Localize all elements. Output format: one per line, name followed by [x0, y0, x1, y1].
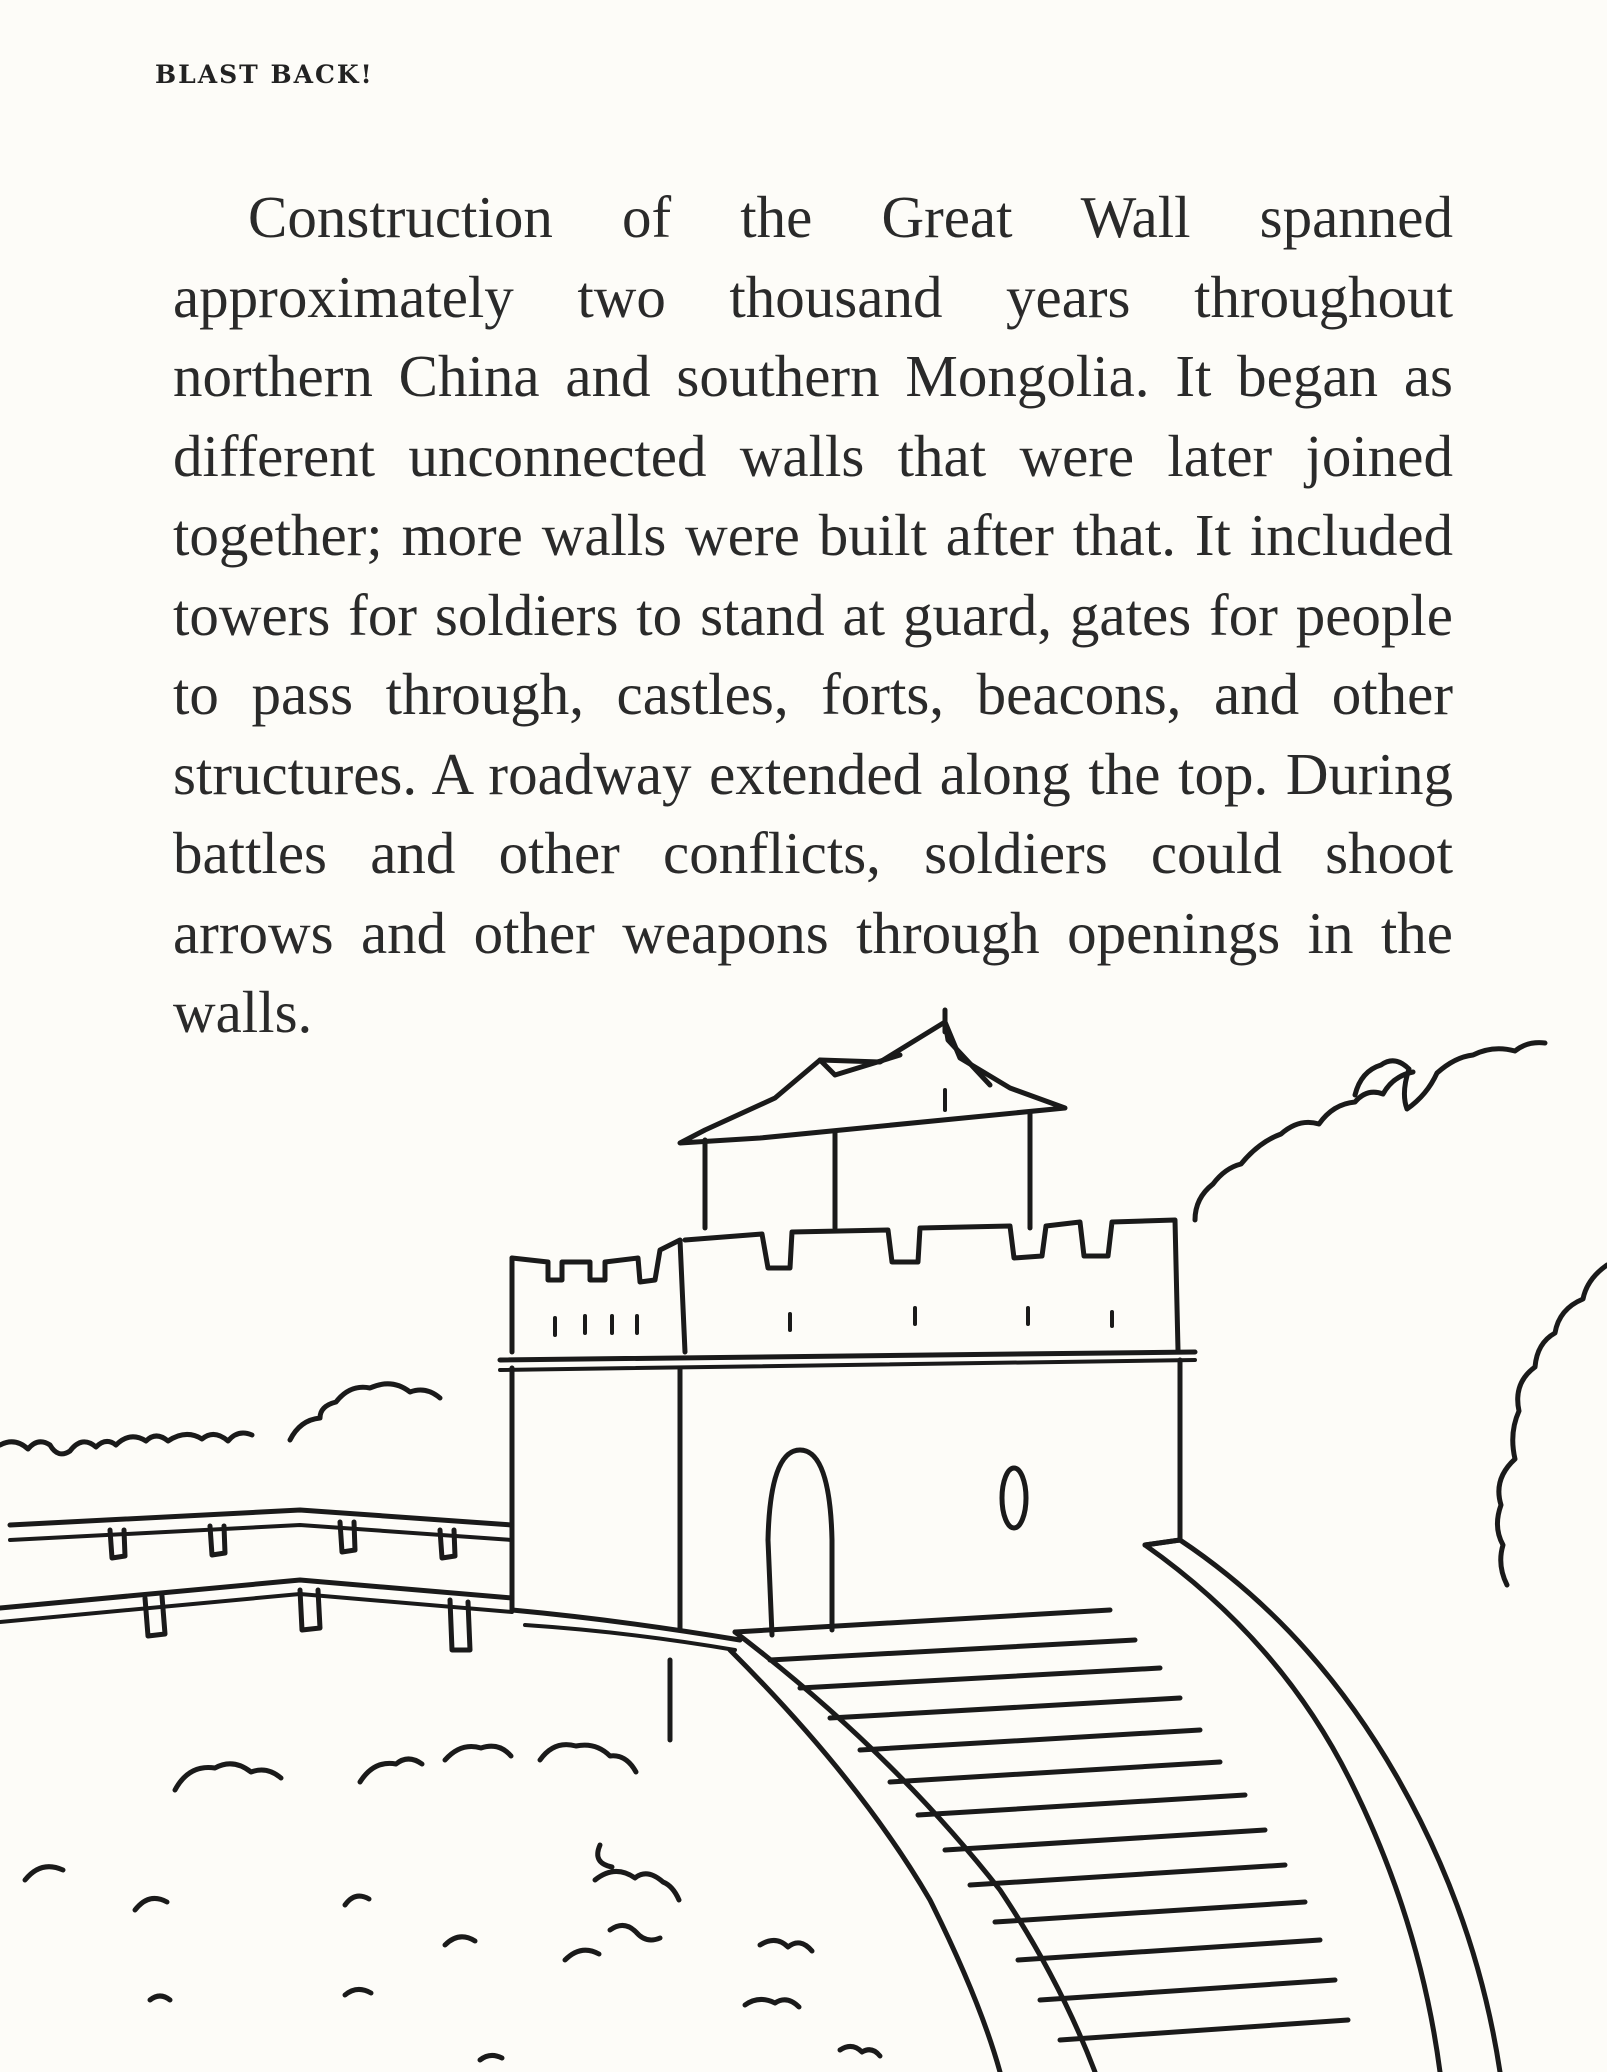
foliage	[0, 1043, 1607, 2060]
body-paragraph: Construction of the Great Wall spanned approximately two thousand years throughout northern China and southern Mongolia. It began as different unconnected walls that were later joined together; more walls were built after that. It included towers for soldiers to stand at guard, gates for people to pass through, castles, forts, beacons, and other structures. A roadway extended along the top. During battles and other conflicts, soldiers could shoot arrows and other weapons through openings in the walls.	[173, 184, 1453, 1045]
left-wall-walkway	[0, 1510, 1000, 2072]
pagoda-roof	[680, 1010, 1065, 1228]
tower-body	[512, 1360, 1180, 1635]
staircase	[735, 1540, 1500, 2072]
running-head: BLAST BACK!	[155, 60, 374, 89]
tower-parapet	[500, 1220, 1195, 1370]
